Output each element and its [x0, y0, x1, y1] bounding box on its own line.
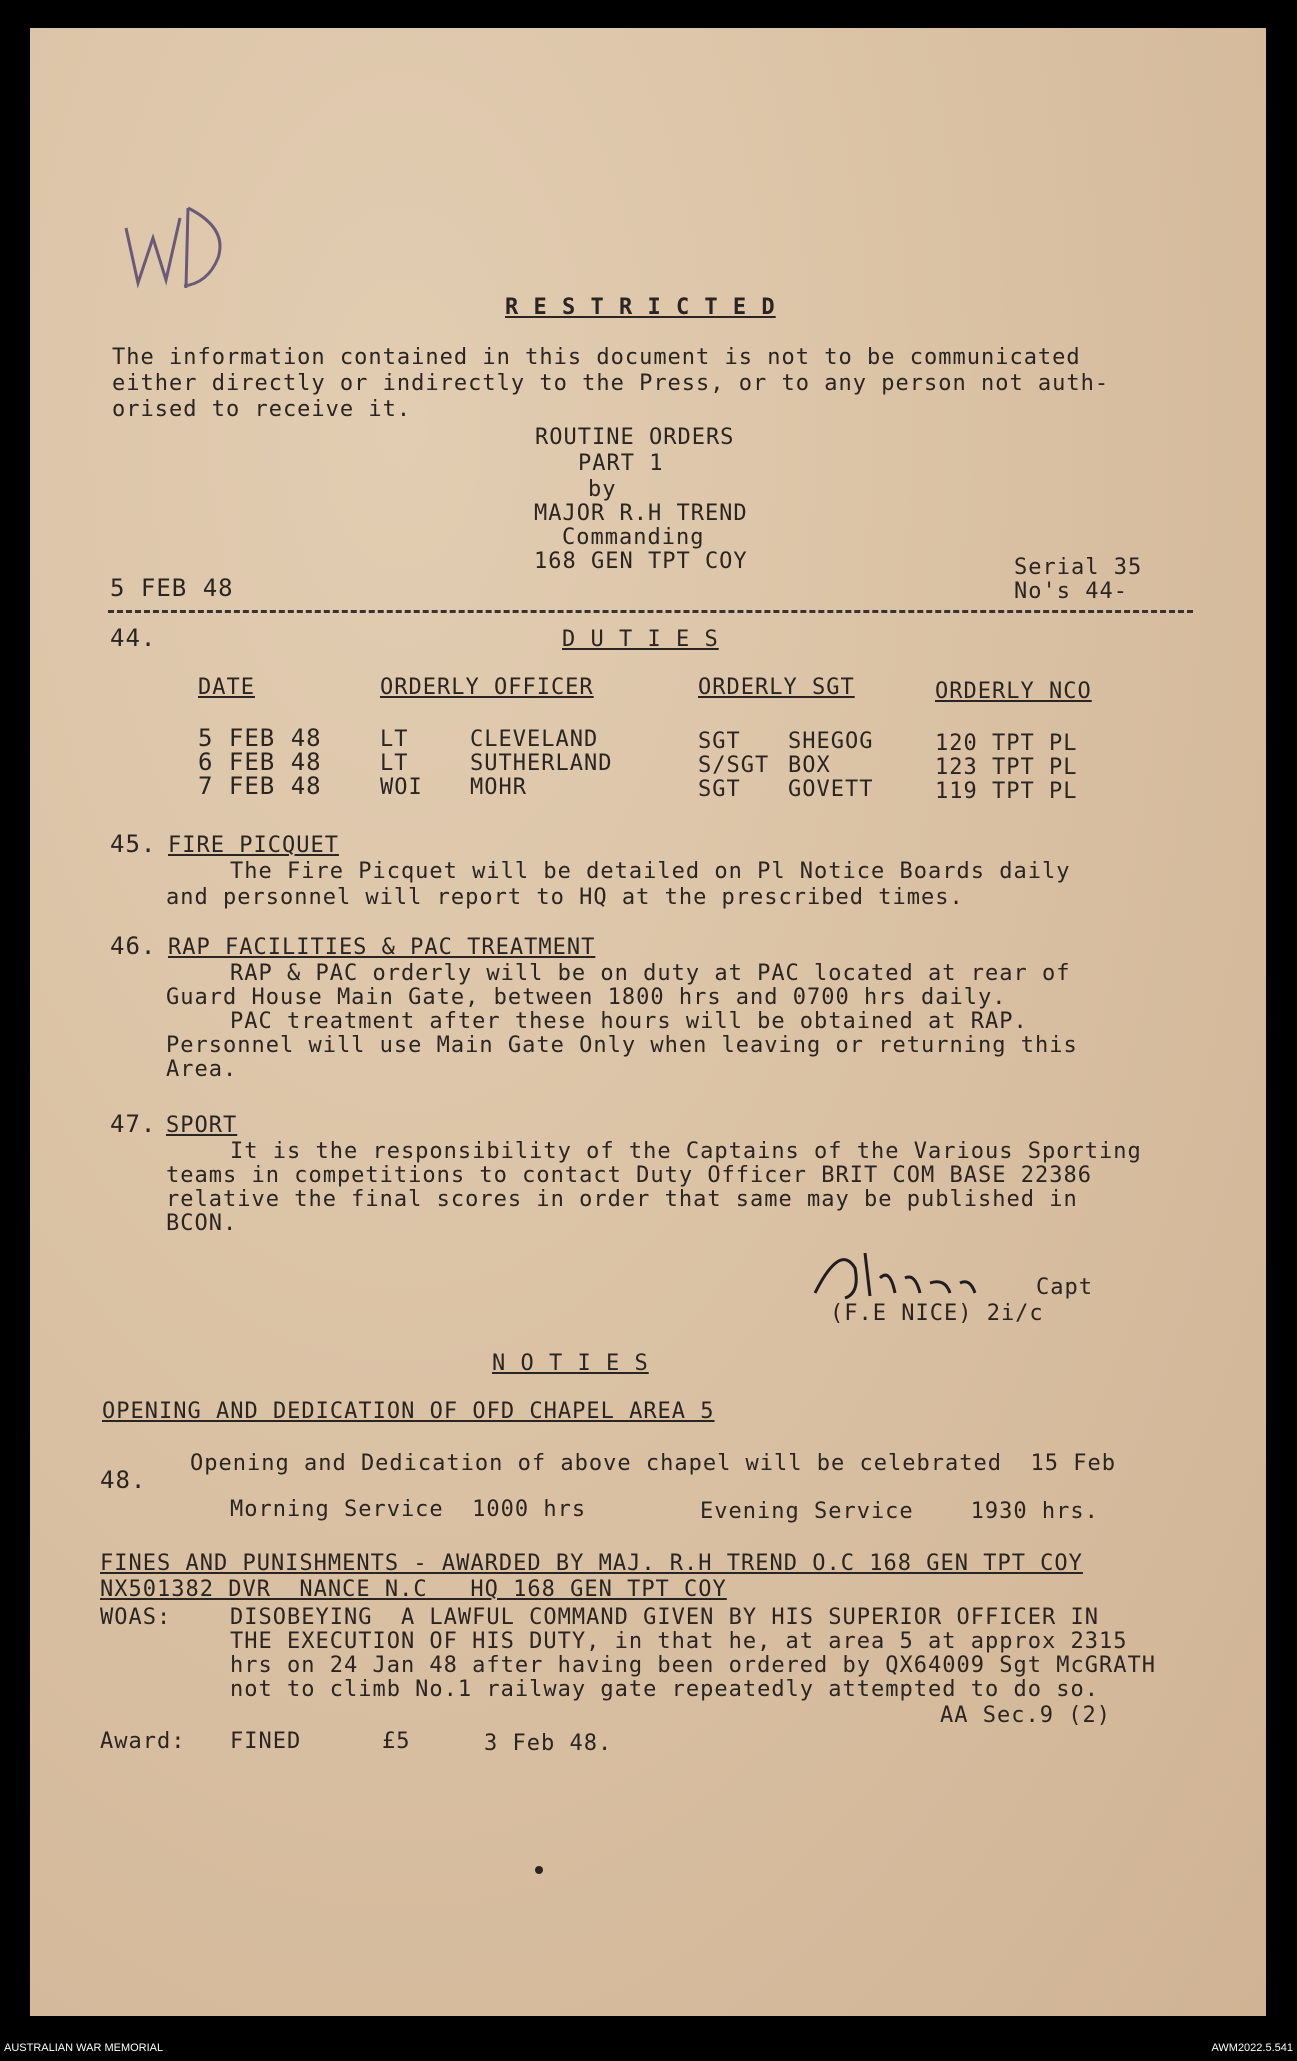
duty-sgt-name-1: SHEGOG	[788, 729, 874, 754]
notices-subtitle: OPENING AND DEDICATION OF OFD CHAPEL AREA 5	[102, 1399, 715, 1424]
fines-woas-line-3: hrs on 24 Jan 48 after having been ordered by QX64009 Sgt McGRATH	[230, 1653, 1156, 1678]
header-commander: MAJOR R.H TREND	[534, 501, 748, 526]
duty-off-rank-2: LT	[380, 751, 409, 776]
fines-soldier: NX501382 DVR NANCE N.C HQ 168 GEN TPT COY	[100, 1577, 727, 1602]
duty-off-rank-1: LT	[380, 727, 409, 752]
item-45-line-1: The Fire Picquet will be detailed on Pl Notice Boards daily	[230, 859, 1071, 884]
footer-accession: AWM2022.5.541	[1211, 2042, 1293, 2054]
header-commanding: Commanding	[562, 525, 705, 550]
item-45-line-2: and personnel will report to HQ at the prescribed times.	[166, 885, 964, 910]
fines-woas-line-2: THE EXECUTION OF HIS DUTY, in that he, at area 5 at approx 2315	[230, 1629, 1128, 1654]
duty-off-name-3: MOHR	[470, 775, 527, 800]
item-47-line-2: teams in competitions to contact Duty Officer BRIT COM BASE 22386	[166, 1163, 1092, 1188]
item-46-line-5: Area.	[166, 1057, 238, 1082]
footer-credit: AUSTRALIAN WAR MEMORIAL	[4, 2042, 164, 2054]
item-46-number: 46.	[110, 932, 157, 960]
item-47-line-4: BCON.	[166, 1211, 238, 1236]
item-45-number: 45.	[110, 830, 157, 858]
divider	[108, 610, 1193, 613]
fines-woas-label: WOAS:	[100, 1605, 172, 1630]
item-46-line-1: RAP & PAC orderly will be on duty at PAC located at rear of	[230, 961, 1071, 986]
classification-heading: R E S T R I C T E D	[505, 295, 776, 320]
fines-award-date: 3 Feb 48.	[484, 1731, 613, 1756]
header-routine-orders: ROUTINE ORDERS	[535, 425, 735, 450]
duty-off-rank-3: WOI	[380, 775, 423, 800]
duty-date-3: 7 FEB 48	[198, 772, 322, 800]
notice-line-1: The information contained in this document is not to be communicated	[112, 345, 1081, 370]
duty-off-name-2: SUTHERLAND	[470, 751, 613, 776]
col-orderly-nco: ORDERLY NCO	[935, 679, 1092, 704]
fines-woas-line-4: not to climb No.1 railway gate repeatedly attempted to do so.	[230, 1677, 1099, 1702]
footer	[0, 2036, 1297, 2061]
fines-heading: FINES AND PUNISHMENTS - AWARDED BY MAJ. R.H TREND O.C 168 GEN TPT COY	[100, 1551, 1083, 1576]
duty-sgt-rank-2: S/SGT	[698, 753, 770, 778]
duty-date-2: 6 FEB 48	[198, 748, 322, 776]
item-48-number: 48.	[100, 1466, 147, 1494]
item-47-title: SPORT	[166, 1113, 238, 1138]
notices-evening: Evening Service 1930 hrs.	[700, 1499, 1099, 1524]
fines-award: FINED	[230, 1729, 302, 1754]
fines-woas-line-1: DISOBEYING A LAWFUL COMMAND GIVEN BY HIS SUPERIOR OFFICER IN	[230, 1605, 1099, 1630]
col-orderly-sgt: ORDERLY SGT	[698, 675, 855, 700]
duties-title: D U T I E S	[562, 627, 719, 652]
handwritten-initials	[118, 188, 228, 298]
document-page	[30, 28, 1266, 2016]
col-orderly-officer: ORDERLY OFFICER	[380, 675, 594, 700]
header-by: by	[588, 477, 617, 502]
item-45-title: FIRE PICQUET	[168, 833, 339, 858]
duty-sgt-name-2: BOX	[788, 753, 831, 778]
duty-date-1: 5 FEB 48	[198, 724, 322, 752]
item-44-number: 44.	[110, 624, 157, 652]
header-part: PART 1	[578, 451, 664, 476]
duty-sgt-rank-1: SGT	[698, 729, 741, 754]
item-46-line-3: PAC treatment after these hours will be obtained at RAP.	[230, 1009, 1028, 1034]
header-date: 5 FEB 48	[110, 574, 234, 602]
header-unit: 168 GEN TPT COY	[534, 549, 748, 574]
header-serial: Serial 35	[1014, 555, 1143, 580]
fines-award-label: Award:	[100, 1729, 186, 1754]
page-dot	[535, 1866, 543, 1874]
notice-line-2: either directly or indirectly to the Press, or to any person not auth-	[112, 371, 1110, 396]
item-47-line-1: It is the responsibility of the Captains of the Various Sporting	[230, 1139, 1142, 1164]
duty-nco-2: 123 TPT PL	[935, 755, 1078, 780]
signature-rank: Capt	[1036, 1275, 1093, 1300]
item-46-line-4: Personnel will use Main Gate Only when leaving or returning this	[166, 1033, 1078, 1058]
item-47-number: 47.	[110, 1110, 157, 1138]
col-date: DATE	[198, 675, 255, 700]
duty-nco-1: 120 TPT PL	[935, 731, 1078, 756]
header-nos: No's 44-	[1014, 579, 1128, 604]
notice-line-3: orised to receive it.	[112, 397, 412, 422]
fines-act: AA Sec.9 (2)	[940, 1703, 1111, 1728]
duty-sgt-rank-3: SGT	[698, 777, 741, 802]
signature-scrawl	[810, 1238, 1000, 1308]
signature-name: (F.E NICE) 2i/c	[830, 1301, 1044, 1326]
notices-title: N O T I E S	[492, 1351, 649, 1376]
duty-off-name-1: CLEVELAND	[470, 727, 599, 752]
item-46-line-2: Guard House Main Gate, between 1800 hrs and 0700 hrs daily.	[166, 985, 1007, 1010]
duty-sgt-name-3: GOVETT	[788, 777, 874, 802]
duty-nco-3: 119 TPT PL	[935, 779, 1078, 804]
notices-morning: Morning Service 1000 hrs	[230, 1497, 587, 1522]
fines-amount: £5	[382, 1729, 411, 1754]
item-47-line-3: relative the final scores in order that same may be published in	[166, 1187, 1078, 1212]
item-46-title: RAP FACILITIES & PAC TREATMENT	[168, 935, 596, 960]
notices-line-1: Opening and Dedication of above chapel will be celebrated 15 Feb	[190, 1451, 1116, 1476]
